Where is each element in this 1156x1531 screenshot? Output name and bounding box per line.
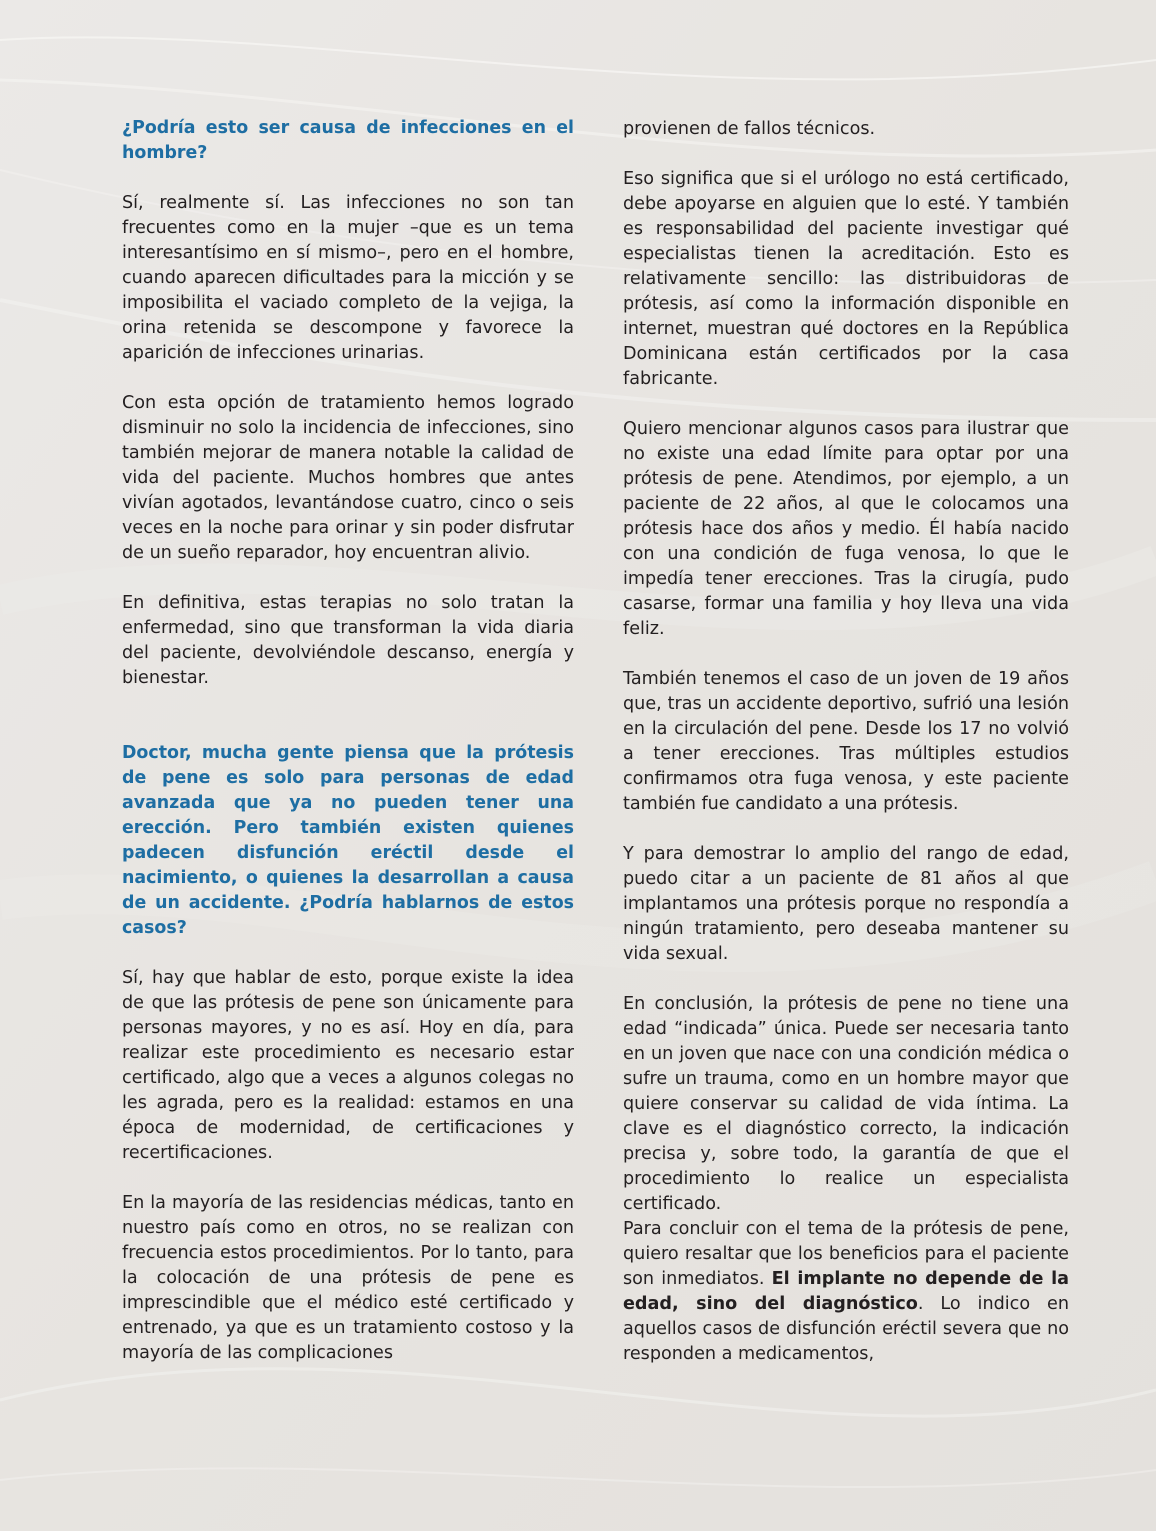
left-column bbox=[122, 116, 574, 1366]
case-81-years-paragraph: Y para demostrar lo amplio del rango de edad, puedo citar a un paciente de 81 años al que implantamos una prótesis porque no respondía a ningún tratamiento, pero deseaba mantener su vida sexual. bbox=[623, 844, 1069, 964]
case-19-years-paragraph: También tenemos el caso de un joven de 19 años que, tras un accidente deportivo, sufrió una lesión en la circulación del pene. Desde los 17 no volvió a tener erecciones. Tras múltiples estudios confirmamos otra fuga venosa, y este paciente también fue candidato a una prótesis. bbox=[623, 669, 1069, 814]
urologist-certification-paragraph: Eso significa que si el urólogo no está certificado, debe apoyarse en alguien que lo esté. Y también es responsabilidad del paciente investigar qué especialistas tienen la acreditación. Esto es relativamente sencillo: las distribuidoras de prótesis, así como la información disponible en internet, muestran qué doctores en la República Dominicana están certificados por la casa fabricante. bbox=[623, 169, 1069, 389]
question-prosthesis-age: Doctor, mucha gente piensa que la prótesis de pene es solo para personas de edad avanzada que ya no pueden tener una erección. Pero también existen quienes padecen disfunción eréctil desde el nacimiento, o quienes la desarrollan a causa de un accidente. ¿Podría hablarnos de estos casos? bbox=[122, 743, 574, 938]
right-column bbox=[623, 117, 1069, 1367]
residencies-paragraph: En la mayoría de las residencias médicas, tanto en nuestro país como en otros, no se realizan con frecuencia estos procedimientos. Por lo tanto, para la colocación de una prótesis de pene es imprescindible que el médico esté certificado y entrenado, ya que es un tratamiento costoso y la mayoría de las complicaciones bbox=[122, 1193, 574, 1363]
final-paragraph-start: Para concluir con el tema de la prótesis de pene, quiero resaltar que los beneficios para el paciente son inmediatos. bbox=[623, 1219, 1069, 1289]
treatment-benefits-paragraph: Con esta opción de tratamiento hemos logrado disminuir no solo la incidencia de infecciones, sino también mejorar de manera notable la calidad de vida del paciente. Muchos hombres que antes vivían agotados, levantándose cuatro, cinco o seis veces en la noche para orinar y sin poder disfrutar de un sueño reparador, hoy encuentran alivio. bbox=[122, 393, 574, 563]
certification-paragraph: Sí, hay que hablar de esto, porque existe la idea de que las prótesis de pene son únicamente para personas mayores, y no es así. Hoy en día, para realizar este procedimiento es necesario estar certificado, algo que a veces a algunos colegas no les agrada, pero es la realidad: estamos en una época de modernidad, de certificaciones y recertificaciones. bbox=[122, 968, 574, 1163]
final-paragraph-end: . Lo indico en aquellos casos de disfunción eréctil severa que no responden a medicamentos, bbox=[623, 1294, 1069, 1364]
answer-infections-paragraph: Sí, realmente sí. Las infecciones no son tan frecuentes como en la mujer –que es un tema interesantísimo en sí mismo–, pero en el hombre, cuando aparecen dificultades para la micción y se imposibilita el vaciado completo de la vejiga, la orina retenida se descompone y favorece la aparición de infecciones urinarias. bbox=[122, 193, 574, 363]
case-22-years-paragraph: Quiero mencionar algunos casos para ilustrar que no existe una edad límite para optar por una prótesis de pene. Atendimos, por ejemplo, a un paciente de 22 años, al que le colocamos una prótesis hace dos años y medio. Él había nacido con una condición de fuga venosa, lo que le impedía tener erecciones. Tras la cirugía, pudo casarse, formar una familia y hoy lleva una vida feliz. bbox=[623, 419, 1069, 639]
section-spacer bbox=[122, 716, 574, 741]
final-paragraph bbox=[623, 1217, 1069, 1367]
continuation-paragraph: provienen de fallos técnicos. bbox=[623, 119, 876, 139]
conclusion-therapies-paragraph: En definitiva, estas terapias no solo tratan la enfermedad, sino que transforman la vida diaria del paciente, devolviéndole descanso, energía y bienestar. bbox=[122, 593, 574, 688]
conclusion-paragraph: En conclusión, la prótesis de pene no tiene una edad “indicada” única. Puede ser necesaria tanto en un joven que nace con una condición médica o sufre un trauma, como en un hombre mayor que quiere conservar su calidad de vida íntima. La clave es el diagnóstico correcto, la indicación precisa y, sobre todo, la garantía de que el procedimiento lo realice un especialista certificado. bbox=[623, 994, 1069, 1214]
question-infections: ¿Podría esto ser causa de infecciones en el hombre? bbox=[122, 118, 574, 163]
final-paragraph-bold: El implante no depende de la edad, sino del diagnóstico bbox=[623, 1269, 1069, 1314]
